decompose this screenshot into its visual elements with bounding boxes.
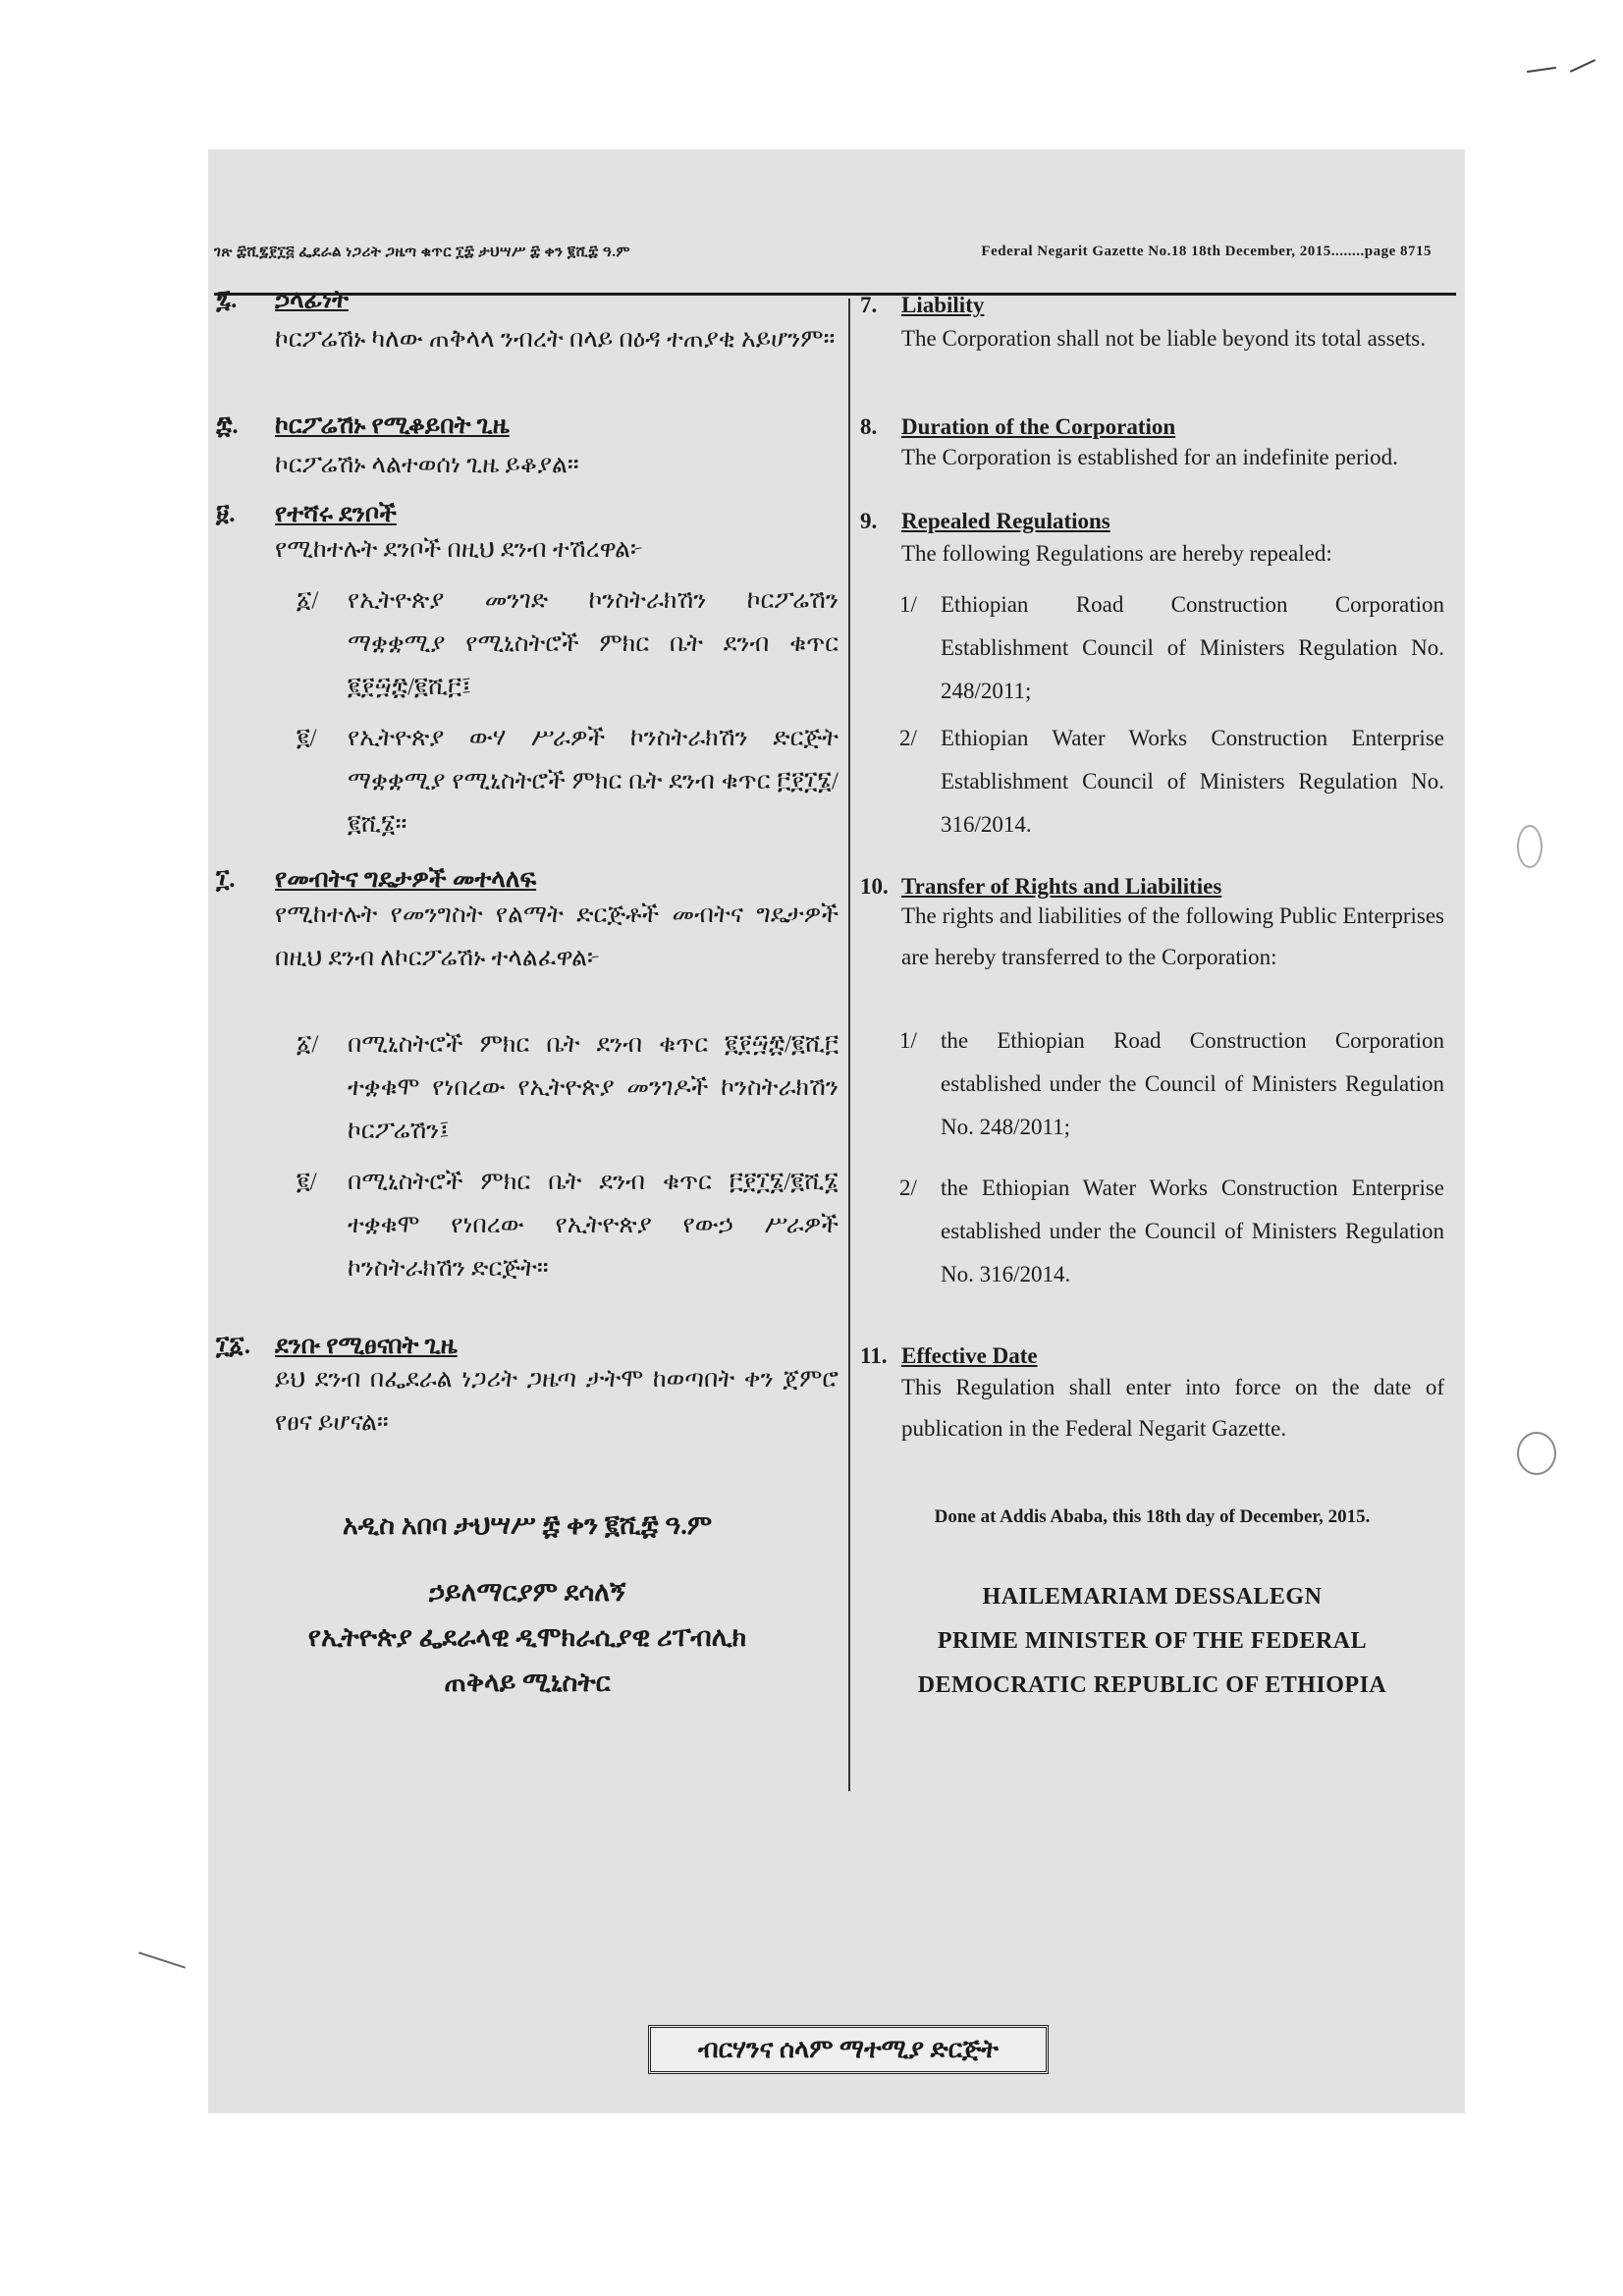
- section-body: The following Regulations are hereby repealed:: [901, 541, 1332, 566]
- list-marker: 1/: [899, 592, 917, 617]
- list-marker: ፩/: [297, 1031, 319, 1058]
- section-body: ኮርፖሬሽኑ ካለው ጠቅላላ ንብረት በላይ በዕዳ ተጠያቂ አይሆንም፡፡: [275, 326, 836, 353]
- scan-mark: [1527, 67, 1556, 73]
- list-marker: ፪/: [297, 725, 317, 751]
- list-item: [297, 1161, 839, 1290]
- section-title: የመብትና ግዴታዎች መተላለፍ: [275, 866, 537, 893]
- scan-mark: [1570, 59, 1596, 73]
- column-divider: [848, 299, 850, 1791]
- page-header: [214, 238, 1432, 273]
- done-at-line: Done at Addis Ababa, this 18th day of December, 2015.: [934, 1506, 1371, 1527]
- section-title: Liability: [901, 293, 985, 317]
- list-item: [899, 583, 1444, 713]
- section-title: Repealed Regulations: [901, 509, 1110, 533]
- signature-title-line1: የኢትዮጵያ ፌደራላዊ ዲሞክራሲያዊ ሪፐብሊክ: [307, 1622, 747, 1652]
- list-marker: ፪/: [297, 1169, 317, 1195]
- list-item: [297, 717, 839, 847]
- header-rule: [214, 293, 1456, 296]
- section-number: ፱.: [216, 501, 236, 527]
- amharic-signature-block: [208, 1503, 846, 1705]
- header-english: Federal Negarit Gazette No.18 18th December, 2015........page 8715: [981, 244, 1432, 259]
- punch-hole: [1517, 1432, 1556, 1475]
- section-body: This Regulation shall enter into force on the date of publication in the Federal Negarit Gazette.: [901, 1375, 1444, 1441]
- section-title: Transfer of Rights and Liabilities: [901, 874, 1222, 899]
- section-body: The rights and liabilities of the following Public Enterprises are hereby transferred to the Corporation:: [901, 903, 1444, 969]
- printer-footer: ብርሃንና ሰላም ማተሚያ ድርጅት: [648, 2025, 1049, 2074]
- section-title: ኃላፊነት: [275, 287, 349, 313]
- section-title: Duration of the Corporation: [901, 414, 1176, 439]
- signature-name: HAILEMARIAM DESSALEGN: [982, 1584, 1323, 1610]
- english-signature-block: [860, 1575, 1444, 1708]
- list-text: የኢትዮጵያ ውሃ ሥራዎች ኮንስትራክሽን ድርጅት ማቋቋሚያ የሚኒስትሮች ምክር ቤት ደንብ ቁጥር ፫፻፲፮/፪ሺ፮፡፡: [348, 725, 839, 838]
- header-amharic: ገጽ ፰ሺ፯፻፲፭ ፌደራል ነጋሪት ጋዜጣ ቁጥር ፲፰ ታህሣሥ ፰ ቀን ፪ሺ፰ ዓ.ም: [214, 245, 630, 260]
- scan-mark: [138, 1951, 186, 1968]
- list-item: [899, 1019, 1444, 1149]
- section-title: የተሻሩ ደንቦች: [275, 501, 397, 527]
- section-number: ፲፩.: [216, 1333, 250, 1359]
- list-marker: 2/: [899, 1175, 917, 1200]
- list-text: በሚኒስትሮች ምክር ቤት ደንብ ቁጥር ፫፻፲፮/፪ሺ፮ ተቋቁሞ የነበረው የኢትዮጵያ የውኃ ሥራዎች ኮንስትራክሽን ድርጅት፡፡: [348, 1169, 839, 1282]
- section-number: 9.: [860, 509, 878, 533]
- signature-name: ኃይለማርያም ደሳለኝ: [428, 1577, 626, 1607]
- list-text: Ethiopian Water Works Construction Enterprise Establishment Council of Ministers Regulation No. 316/2014.: [941, 726, 1444, 837]
- section-number: ፲.: [216, 866, 236, 893]
- list-text: Ethiopian Road Construction Corporation Establishment Council of Ministers Regulation No. 248/2011;: [941, 592, 1444, 703]
- list-marker: ፩/: [297, 587, 319, 614]
- section-number: 11.: [860, 1343, 888, 1368]
- signature-title-line1: PRIME MINISTER OF THE FEDERAL: [937, 1628, 1368, 1654]
- list-text: በሚኒስትሮች ምክር ቤት ደንብ ቁጥር ፪፻፵፰/፪ሺ፫ ተቋቁሞ የነበረው የኢትዮጵያ መንገዶች ኮንስትራክሽን ኮርፖሬሽን፤: [348, 1031, 839, 1144]
- section-body: የሚከተሉት የመንግስት የልማት ድርጅቶች መብትና ግዴታዎች በዚህ ደንብ ለኮርፖሬሽኑ ተላልፈዋል፦: [275, 902, 839, 971]
- signature-place-date: አዲስ አበባ ታህሣሥ ፰ ቀን ፪ሺ፰ ዓ.ም: [342, 1510, 713, 1540]
- punch-hole: [1517, 825, 1542, 868]
- list-marker: 1/: [899, 1028, 917, 1053]
- section-body: The Corporation shall not be liable beyond its total assets.: [901, 326, 1427, 351]
- section-title: ኮርፖሬሽኑ የሚቆይበት ጊዜ: [275, 412, 510, 439]
- list-item: [899, 717, 1444, 847]
- section-number: 7.: [860, 293, 878, 317]
- section-number: ፰.: [216, 412, 239, 439]
- list-item: [297, 579, 839, 709]
- list-item: [297, 1023, 839, 1153]
- list-text: the Ethiopian Water Works Construction Enterprise established under the Council of Ministers Regulation No. 316/2014.: [941, 1175, 1444, 1286]
- signature-title-line2: DEMOCRATIC REPUBLIC OF ETHIOPIA: [917, 1672, 1387, 1698]
- section-title: ደንቡ የሚፀናበት ጊዜ: [275, 1333, 458, 1359]
- list-text: the Ethiopian Road Construction Corporation established under the Council of Ministers Regulation No. 248/2011;: [941, 1028, 1444, 1139]
- section-title: Effective Date: [901, 1343, 1038, 1368]
- signature-title-line2: ጠቅላይ ሚኒስትር: [444, 1667, 611, 1697]
- section-number: 8.: [860, 414, 878, 439]
- list-text: የኢትዮጵያ መንገድ ኮንስትራክሽን ኮርፖሬሽን ማቋቋሚያ የሚኒስትሮች ምክር ቤት ደንብ ቁጥር ፪፻፵፰/፪ሺ፫፤: [348, 587, 839, 700]
- list-marker: 2/: [899, 726, 917, 750]
- section-body: ኮርፖሬሽኑ ላልተወሰነ ጊዜ ይቆያል፡፡: [275, 452, 579, 478]
- section-number: ፯.: [216, 287, 238, 313]
- section-body: The Corporation is established for an indefinite period.: [901, 445, 1398, 469]
- section-body: ይህ ደንብ በፌደራል ነጋሪት ጋዜጣ ታትሞ ከወጣበት ቀን ጀምሮ የፀና ይሆናል።: [275, 1366, 839, 1436]
- section-body: የሚከተሉት ደንቦች በዚህ ደንብ ተሽረዋል፦: [275, 536, 644, 563]
- list-item: [899, 1167, 1444, 1296]
- section-number: 10.: [860, 874, 889, 899]
